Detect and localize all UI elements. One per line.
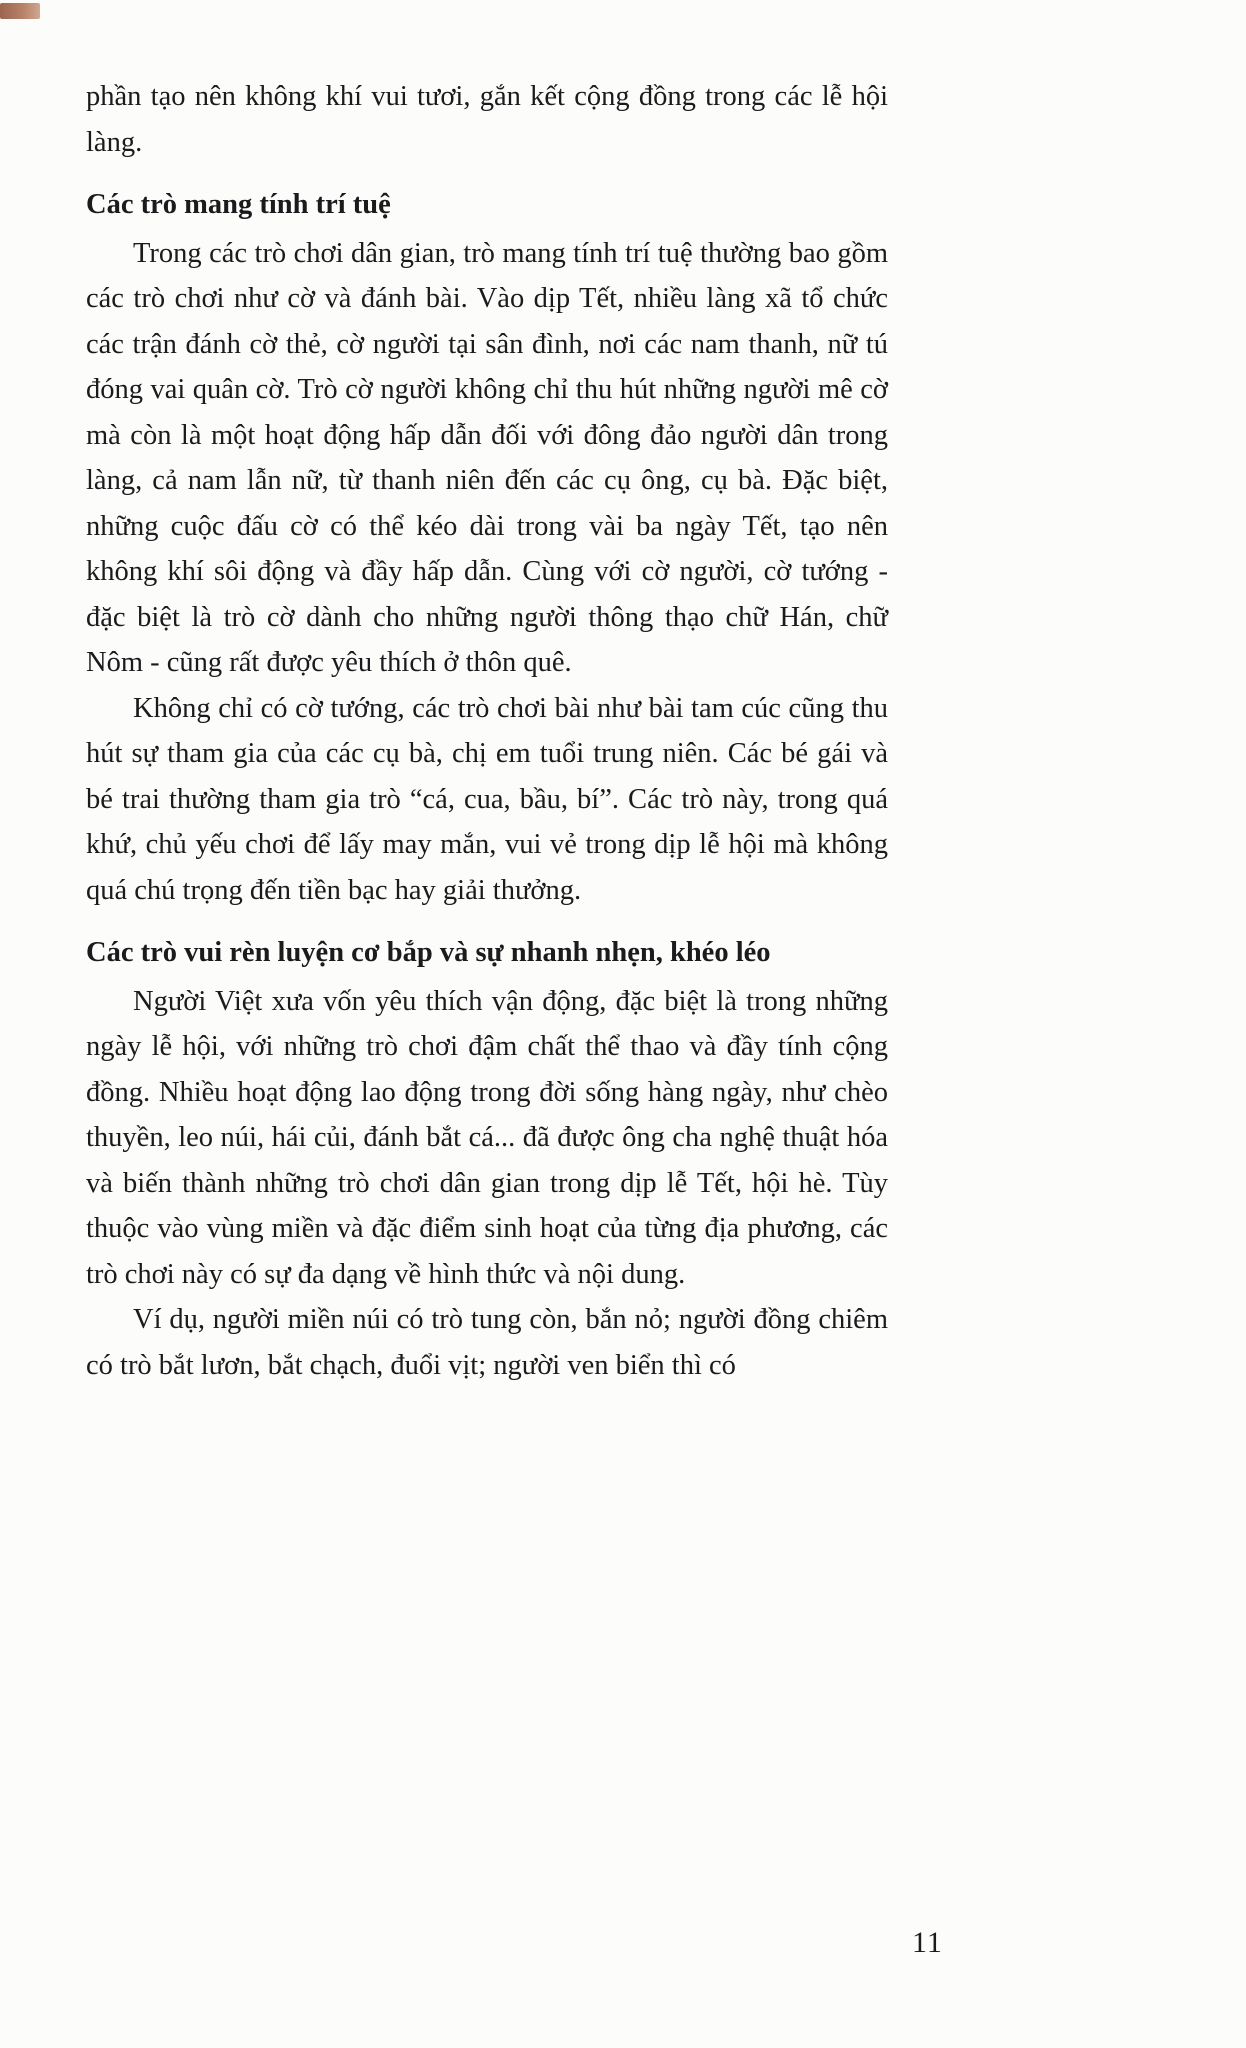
page-content <box>86 74 888 1388</box>
page-number: 11 <box>912 1926 943 1959</box>
scan-artifact <box>0 3 40 19</box>
body-paragraph: Không chỉ có cờ tướng, các trò chơi bài như bài tam cúc cũng thu hút sự tham gia của các cụ bà, chị em tuổi trung niên. Các bé gái và bé trai thường tham gia trò “cá, cua, bầu, bí”. Các trò này, trong quá khứ, chủ yếu chơi để lấy may mắn, vui vẻ trong dịp lễ hội mà không quá chú trọng đến tiền bạc hay giải thưởng. <box>86 692 888 906</box>
section-heading: Các trò mang tính trí tuệ <box>86 189 391 220</box>
body-paragraph: phần tạo nên không khí vui tươi, gắn kết cộng đồng trong các lễ hội làng. <box>86 81 888 158</box>
section-heading: Các trò vui rèn luyện cơ bắp và sự nhanh nhẹn, khéo léo <box>86 937 771 968</box>
body-paragraph: Người Việt xưa vốn yêu thích vận động, đặc biệt là trong những ngày lễ hội, với những trò chơi đậm chất thể thao và đầy tính cộng đồng. Nhiều hoạt động lao động trong đời sống hàng ngày, như chèo thuyền, leo núi, hái củi, đánh bắt cá... đã được ông cha nghệ thuật hóa và biến thành những trò chơi dân gian trong dịp lễ Tết, hội hè. Tùy thuộc vào vùng miền và đặc điểm sinh hoạt của từng địa phương, các trò chơi này có sự đa dạng về hình thức và nội dung. <box>86 985 888 1290</box>
body-paragraph: Ví dụ, người miền núi có trò tung còn, bắn nỏ; người đồng chiêm có trò bắt lươn, bắt chạch, đuổi vịt; người ven biển thì có <box>86 1304 888 1381</box>
body-paragraph: Trong các trò chơi dân gian, trò mang tính trí tuệ thường bao gồm các trò chơi như cờ và đánh bài. Vào dịp Tết, nhiều làng xã tổ chức các trận đánh cờ thẻ, cờ người tại sân đình, nơi các nam thanh, nữ tú đóng vai quân cờ. Trò cờ người không chỉ thu hút những người mê cờ mà còn là một hoạt động hấp dẫn đối với đông đảo người dân trong làng, cả nam lẫn nữ, từ thanh niên đến các cụ ông, cụ bà. Đặc biệt, những cuộc đấu cờ có thể kéo dài trong vài ba ngày Tết, tạo nên không khí sôi động và đầy hấp dẫn. Cùng với cờ người, cờ tướng - đặc biệt là trò cờ dành cho những người thông thạo chữ Hán, chữ Nôm - cũng rất được yêu thích ở thôn quê. <box>86 237 888 678</box>
